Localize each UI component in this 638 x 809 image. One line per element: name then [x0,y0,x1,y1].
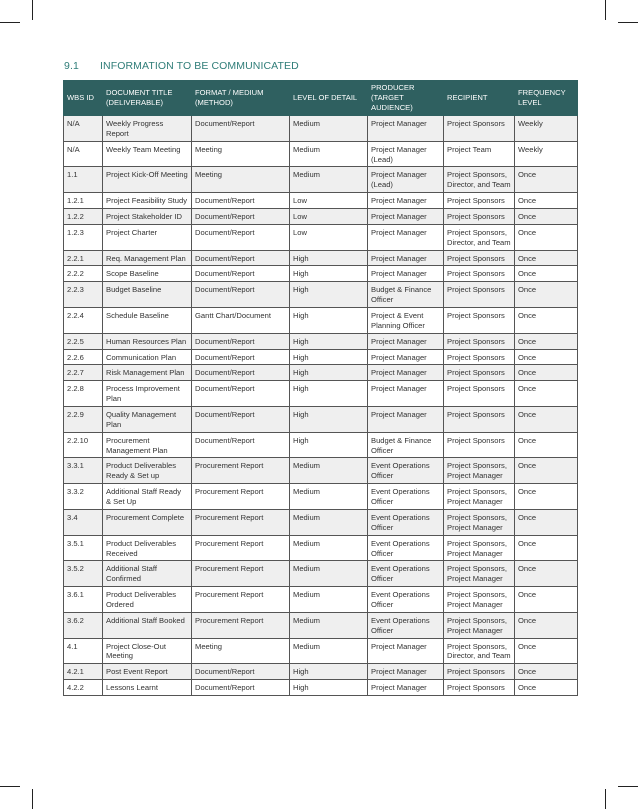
cell-document-title: Communication Plan [103,349,192,365]
table-row [64,308,578,334]
table-row [64,638,578,664]
header-format: FORMAT / MEDIUM (METHOD) [192,81,290,116]
cell-level-of-detail: Medium [290,141,368,167]
cell-recipient: Project Sponsors, Project Manager [444,587,515,613]
header-producer: PRODUCER (TARGET AUDIENCE) [368,81,444,116]
cell-recipient: Project Sponsors, Director, and Team [444,167,515,193]
cell-producer: Project & Event Planning Officer [368,308,444,334]
cell-producer: Event Operations Officer [368,612,444,638]
cell-frequency: Once [515,587,578,613]
table-row [64,509,578,535]
cell-recipient: Project Sponsors, Project Manager [444,458,515,484]
cell-wbs-id: 1.2.1 [64,193,103,209]
cell-level-of-detail: High [290,266,368,282]
cell-format: Document/Report [192,250,290,266]
cell-recipient: Project Sponsors [444,432,515,458]
cell-level-of-detail: High [290,381,368,407]
cell-recipient: Project Sponsors [444,282,515,308]
cell-recipient: Project Sponsors, Director, and Team [444,224,515,250]
cell-producer: Project Manager (Lead) [368,141,444,167]
cell-format: Document/Report [192,266,290,282]
cell-producer: Project Manager [368,116,444,142]
cell-document-title: Project Stakeholder ID [103,209,192,225]
cell-format: Procurement Report [192,612,290,638]
cell-level-of-detail: Medium [290,561,368,587]
cell-frequency: Once [515,612,578,638]
cell-document-title: Product Deliverables Received [103,535,192,561]
cell-producer: Event Operations Officer [368,484,444,510]
cell-frequency: Once [515,638,578,664]
cell-level-of-detail: High [290,250,368,266]
cell-document-title: Project Charter [103,224,192,250]
table-row [64,349,578,365]
table-row [64,407,578,433]
cell-level-of-detail: Medium [290,612,368,638]
cell-format: Procurement Report [192,535,290,561]
table-row [64,432,578,458]
cell-recipient: Project Sponsors [444,365,515,381]
cell-producer: Event Operations Officer [368,535,444,561]
table-row [64,333,578,349]
table-row [64,282,578,308]
cell-producer: Project Manager [368,664,444,680]
cell-document-title: Lessons Learnt [103,680,192,696]
cell-frequency: Weekly [515,116,578,142]
cell-producer: Project Manager [368,193,444,209]
cell-wbs-id: 3.6.2 [64,612,103,638]
cell-recipient: Project Sponsors, Project Manager [444,535,515,561]
cell-format: Document/Report [192,381,290,407]
section-number: 9.1 [64,60,79,72]
cell-producer: Project Manager [368,250,444,266]
cell-wbs-id: N/A [64,141,103,167]
table-row [64,250,578,266]
cell-frequency: Once [515,308,578,334]
table-row [64,484,578,510]
cell-document-title: Risk Management Plan [103,365,192,381]
cell-format: Procurement Report [192,458,290,484]
cell-document-title: Human Resources Plan [103,333,192,349]
cell-frequency: Once [515,282,578,308]
table-row [64,365,578,381]
cell-producer: Project Manager [368,407,444,433]
cell-wbs-id: 1.2.2 [64,209,103,225]
cell-wbs-id: 2.2.10 [64,432,103,458]
cell-producer: Event Operations Officer [368,458,444,484]
cell-document-title: Weekly Team Meeting [103,141,192,167]
cell-format: Meeting [192,167,290,193]
cell-frequency: Once [515,458,578,484]
crop-mark [605,0,606,20]
cell-format: Procurement Report [192,587,290,613]
cell-frequency: Weekly [515,141,578,167]
cell-document-title: Product Deliverables Ordered [103,587,192,613]
cell-level-of-detail: Low [290,209,368,225]
cell-level-of-detail: Medium [290,458,368,484]
cell-format: Document/Report [192,365,290,381]
cell-wbs-id: 2.2.6 [64,349,103,365]
cell-producer: Event Operations Officer [368,587,444,613]
table-row [64,224,578,250]
cell-wbs-id: 4.2.2 [64,680,103,696]
table-row [64,458,578,484]
cell-frequency: Once [515,250,578,266]
cell-recipient: Project Sponsors [444,664,515,680]
cell-producer: Project Manager [368,381,444,407]
table-row [64,193,578,209]
cell-wbs-id: 2.2.1 [64,250,103,266]
cell-level-of-detail: High [290,664,368,680]
cell-recipient: Project Sponsors [444,680,515,696]
header-frequency: FREQUENCY LEVEL [515,81,578,116]
cell-format: Document/Report [192,664,290,680]
header-level-of-detail: LEVEL OF DETAIL [290,81,368,116]
table-row [64,561,578,587]
section-heading [64,60,299,72]
cell-recipient: Project Sponsors [444,407,515,433]
cell-wbs-id: 1.2.3 [64,224,103,250]
crop-mark [605,789,606,809]
cell-level-of-detail: High [290,282,368,308]
cell-producer: Project Manager [368,680,444,696]
table-row [64,141,578,167]
cell-producer: Project Manager [368,266,444,282]
communication-table [63,80,578,696]
cell-recipient: Project Sponsors [444,266,515,282]
cell-level-of-detail: Medium [290,535,368,561]
cell-document-title: Product Deliverables Ready & Set up [103,458,192,484]
cell-level-of-detail: Medium [290,509,368,535]
cell-frequency: Once [515,266,578,282]
cell-level-of-detail: High [290,407,368,433]
cell-recipient: Project Sponsors, Director, and Team [444,638,515,664]
table-header-row [64,81,578,116]
cell-format: Document/Report [192,209,290,225]
cell-wbs-id: 3.5.2 [64,561,103,587]
cell-frequency: Once [515,432,578,458]
cell-producer: Project Manager [368,349,444,365]
cell-frequency: Once [515,535,578,561]
cell-wbs-id: 2.2.2 [64,266,103,282]
cell-level-of-detail: Medium [290,638,368,664]
cell-frequency: Once [515,349,578,365]
cell-wbs-id: 3.4 [64,509,103,535]
table-row [64,587,578,613]
cell-wbs-id: N/A [64,116,103,142]
cell-producer: Project Manager [368,365,444,381]
cell-recipient: Project Sponsors, Project Manager [444,509,515,535]
cell-wbs-id: 1.1 [64,167,103,193]
cell-format: Document/Report [192,193,290,209]
cell-recipient: Project Sponsors [444,209,515,225]
crop-mark [0,786,20,787]
cell-document-title: Project Feasibility Study [103,193,192,209]
cell-level-of-detail: High [290,680,368,696]
cell-document-title: Additional Staff Confirmed [103,561,192,587]
cell-producer: Project Manager [368,209,444,225]
cell-format: Meeting [192,638,290,664]
cell-level-of-detail: Low [290,193,368,209]
cell-frequency: Once [515,224,578,250]
cell-format: Document/Report [192,224,290,250]
table-row [64,535,578,561]
cell-frequency: Once [515,167,578,193]
cell-document-title: Project Kick-Off Meeting [103,167,192,193]
cell-format: Document/Report [192,333,290,349]
cell-level-of-detail: Medium [290,167,368,193]
cell-document-title: Process Improvement Plan [103,381,192,407]
cell-wbs-id: 2.2.8 [64,381,103,407]
cell-wbs-id: 4.2.1 [64,664,103,680]
cell-producer: Event Operations Officer [368,561,444,587]
cell-wbs-id: 3.5.1 [64,535,103,561]
cell-wbs-id: 3.6.1 [64,587,103,613]
cell-recipient: Project Sponsors [444,349,515,365]
table-body [64,116,578,696]
cell-frequency: Once [515,680,578,696]
cell-document-title: Quality Management Plan [103,407,192,433]
cell-recipient: Project Sponsors [444,333,515,349]
cell-frequency: Once [515,484,578,510]
cell-format: Document/Report [192,432,290,458]
cell-wbs-id: 2.2.3 [64,282,103,308]
cell-format: Procurement Report [192,484,290,510]
cell-recipient: Project Sponsors [444,250,515,266]
cell-producer: Event Operations Officer [368,509,444,535]
cell-level-of-detail: High [290,333,368,349]
cell-recipient: Project Sponsors, Project Manager [444,484,515,510]
cell-producer: Project Manager [368,224,444,250]
cell-format: Meeting [192,141,290,167]
crop-mark [32,789,33,809]
crop-mark [618,22,638,23]
cell-level-of-detail: High [290,349,368,365]
cell-frequency: Once [515,381,578,407]
cell-producer: Budget & Finance Officer [368,282,444,308]
cell-recipient: Project Sponsors [444,193,515,209]
cell-document-title: Additional Staff Booked [103,612,192,638]
cell-document-title: Post Event Report [103,664,192,680]
table-row [64,167,578,193]
cell-format: Document/Report [192,116,290,142]
cell-document-title: Req. Management Plan [103,250,192,266]
crop-mark [618,786,638,787]
cell-document-title: Procurement Management Plan [103,432,192,458]
cell-frequency: Once [515,664,578,680]
cell-level-of-detail: Low [290,224,368,250]
cell-recipient: Project Sponsors [444,381,515,407]
cell-format: Document/Report [192,349,290,365]
table-row [64,680,578,696]
cell-frequency: Once [515,209,578,225]
cell-recipient: Project Sponsors [444,116,515,142]
crop-mark [32,0,33,20]
section-title: INFORMATION TO BE COMMUNICATED [100,60,299,72]
crop-mark [0,22,20,23]
header-recipient: RECIPIENT [444,81,515,116]
cell-producer: Project Manager [368,333,444,349]
table-row [64,266,578,282]
cell-recipient: Project Sponsors, Project Manager [444,561,515,587]
cell-format: Gantt Chart/Document [192,308,290,334]
cell-wbs-id: 4.1 [64,638,103,664]
cell-format: Document/Report [192,282,290,308]
table-row [64,209,578,225]
cell-recipient: Project Sponsors [444,308,515,334]
cell-level-of-detail: Medium [290,587,368,613]
table-row [64,612,578,638]
cell-frequency: Once [515,509,578,535]
cell-wbs-id: 2.2.7 [64,365,103,381]
table-row [64,664,578,680]
cell-producer: Project Manager (Lead) [368,167,444,193]
cell-level-of-detail: High [290,365,368,381]
cell-document-title: Weekly Progress Report [103,116,192,142]
cell-level-of-detail: High [290,432,368,458]
cell-format: Procurement Report [192,561,290,587]
table-row [64,381,578,407]
cell-wbs-id: 3.3.1 [64,458,103,484]
cell-level-of-detail: High [290,308,368,334]
table-row [64,116,578,142]
cell-document-title: Additional Staff Ready & Set Up [103,484,192,510]
cell-frequency: Once [515,365,578,381]
cell-level-of-detail: Medium [290,484,368,510]
cell-document-title: Scope Baseline [103,266,192,282]
cell-recipient: Project Sponsors, Project Manager [444,612,515,638]
cell-format: Procurement Report [192,509,290,535]
cell-wbs-id: 3.3.2 [64,484,103,510]
cell-document-title: Budget Baseline [103,282,192,308]
header-wbs-id: WBS ID [64,81,103,116]
cell-frequency: Once [515,193,578,209]
cell-document-title: Schedule Baseline [103,308,192,334]
cell-wbs-id: 2.2.5 [64,333,103,349]
cell-format: Document/Report [192,680,290,696]
cell-wbs-id: 2.2.4 [64,308,103,334]
cell-level-of-detail: Medium [290,116,368,142]
cell-format: Document/Report [192,407,290,433]
cell-recipient: Project Team [444,141,515,167]
cell-document-title: Project Close-Out Meeting [103,638,192,664]
cell-wbs-id: 2.2.9 [64,407,103,433]
cell-frequency: Once [515,561,578,587]
cell-producer: Project Manager [368,638,444,664]
cell-producer: Budget & Finance Officer [368,432,444,458]
cell-frequency: Once [515,333,578,349]
cell-document-title: Procurement Complete [103,509,192,535]
cell-frequency: Once [515,407,578,433]
header-document-title: DOCUMENT TITLE (DELIVERABLE) [103,81,192,116]
